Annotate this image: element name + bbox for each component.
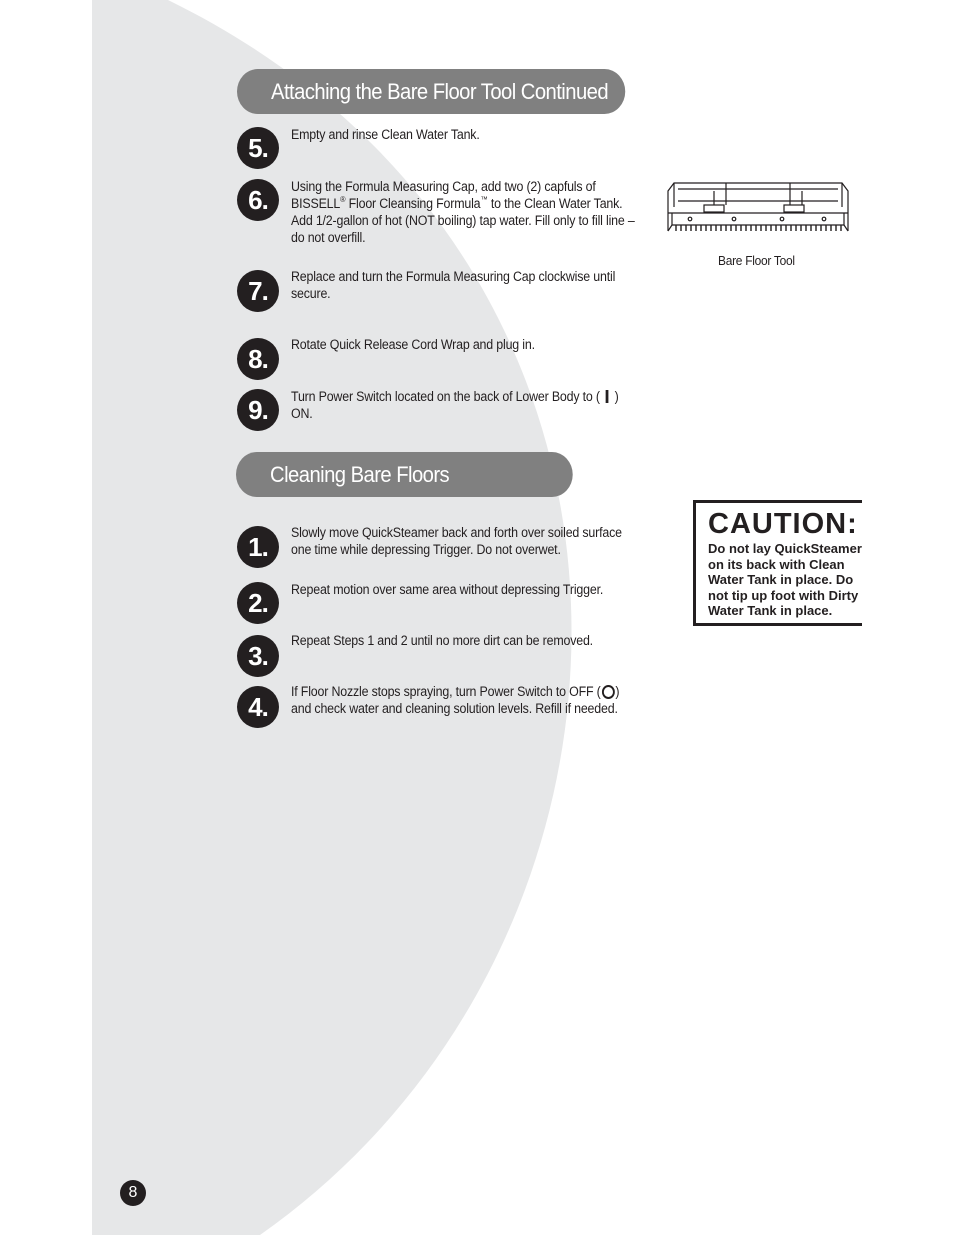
step-number-badge: 2.	[237, 582, 279, 624]
on-switch-icon	[606, 390, 609, 403]
step-text: Replace and turn the Formula Measuring Cap clockwise until secure.	[291, 269, 616, 301]
step-text: Empty and rinse Clean Water Tank.	[291, 127, 480, 142]
section-header-attaching	[237, 69, 625, 114]
step-text: Using the Formula Measuring Cap, add two (2) capfuls of BISSELL® Floor Cleansing Formula™ to the Clean Water Tank. Add 1/2-gallon of hot (NOT boiling) tap water. Fill only to fill line – do not overfill.	[291, 179, 635, 245]
section-title: Attaching the Bare Floor Tool Continued	[271, 78, 609, 104]
page-number-badge: 8	[120, 1180, 146, 1206]
step-number-badge: 3.	[237, 635, 279, 677]
off-switch-icon	[602, 685, 615, 699]
illustration-caption: Bare Floor Tool	[718, 253, 795, 268]
registered-mark: ®	[340, 195, 346, 204]
bare-floor-tool-illustration	[664, 179, 850, 239]
section-title: Cleaning Bare Floors	[270, 461, 450, 487]
caution-title: CAUTION:	[708, 508, 858, 540]
trademark: ™	[480, 195, 488, 204]
step-number-badge: 9.	[237, 389, 279, 431]
step-text: If Floor Nozzle stops spraying, turn Power Switch to OFF ( ) and check water and cleaning solution levels. Refill if needed.	[291, 684, 620, 716]
caution-box	[693, 500, 862, 626]
step-text: Turn Power Switch located on the back of Lower Body to ( ) ON.	[291, 389, 619, 421]
step-text: Repeat Steps 1 and 2 until no more dirt can be removed.	[291, 633, 593, 648]
step-number-badge: 7.	[237, 270, 279, 312]
step-number-badge: 6.	[237, 179, 279, 221]
caution-text: Do not lay QuickSteamer on its back with Clean Water Tank in place. Do not tip up foot with Dirty Water Tank in place.	[708, 541, 862, 618]
step-number-badge: 5.	[237, 127, 279, 169]
step-text: Repeat motion over same area without depressing Trigger.	[291, 582, 604, 597]
section-header-cleaning	[236, 452, 573, 497]
step-text: Rotate Quick Release Cord Wrap and plug in.	[291, 337, 535, 352]
step-number-badge: 8.	[237, 338, 279, 380]
step-text: Slowly move QuickSteamer back and forth over soiled surface one time while depressing Trigger. Do not overwet.	[291, 525, 622, 557]
step-number-badge: 1.	[237, 526, 279, 568]
step-number-badge: 4.	[237, 686, 279, 728]
